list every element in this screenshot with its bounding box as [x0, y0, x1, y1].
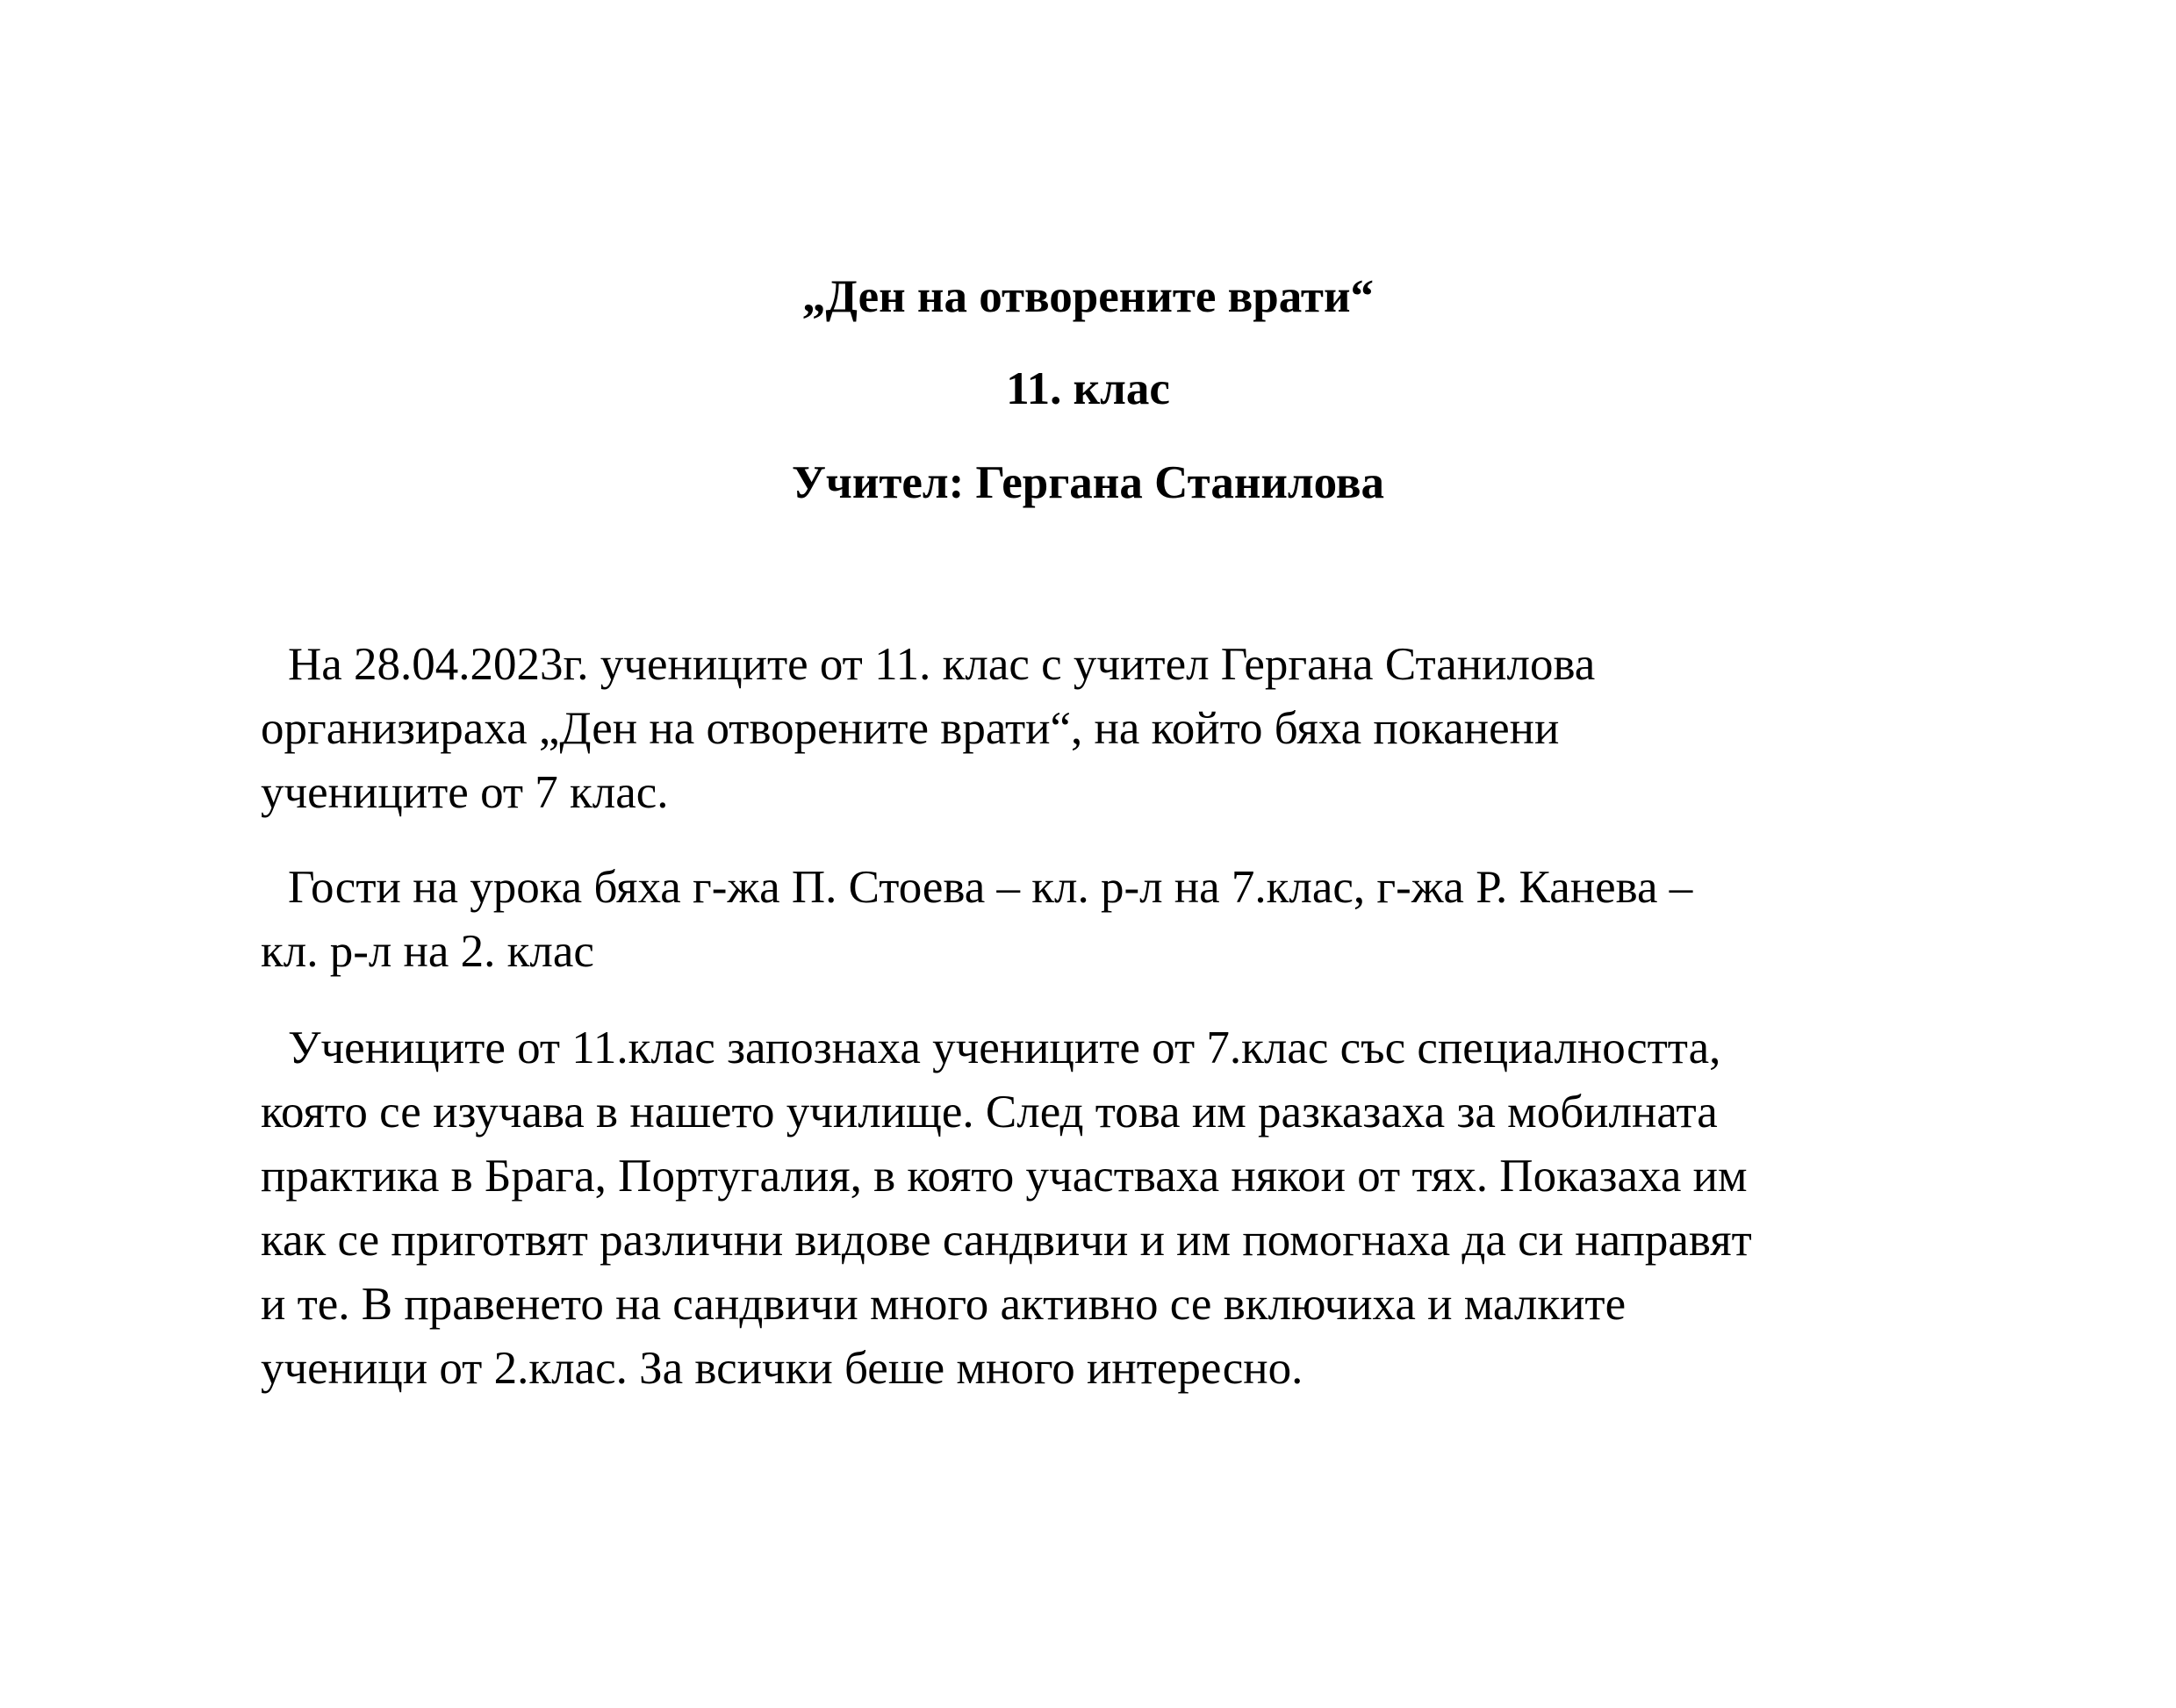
paragraph-line: която се изучава в нашето училище. След това им разказаха за мобилната	[261, 1087, 1718, 1137]
document-title: „Ден на отворените врати“	[802, 271, 1374, 322]
paragraph-line: организираха „Ден на отворените врати“, на който бяха поканени	[261, 703, 1560, 754]
paragraph-line: На 28.04.2023г. учениците от 11. клас с учител Гергана Станилова	[288, 639, 1596, 690]
paragraph-line: Учениците от 11.клас запознаха учениците от 7.клас със специалността,	[288, 1023, 1721, 1073]
paragraph-line: практика в Брага, Португалия, в която участваха някои от тях. Показаха им	[261, 1151, 1748, 1202]
paragraph-activities	[261, 1016, 1752, 1401]
class-heading: 11. клас	[1006, 363, 1170, 414]
paragraph-line: и те. В правенето на сандвичи много активно се включиха и малките	[261, 1279, 1627, 1330]
paragraph-line: как се приготвят различни видове сандвичи и им помогнаха да си направят	[261, 1215, 1752, 1266]
teacher-heading: Учител: Гергана Станилова	[792, 457, 1384, 508]
paragraph-guests	[261, 856, 1692, 984]
paragraph-line: учениците от 7 клас.	[261, 767, 669, 818]
paragraph-line: кл. р-л на 2. клас	[261, 926, 594, 977]
paragraph-line: Гости на урока бяха г-жа П. Стоева – кл. р-л на 7.клас, г-жа Р. Канева –	[288, 862, 1693, 913]
paragraph-event-intro	[261, 633, 1595, 825]
paragraph-line: ученици от 2.клас. За всички беше много интересно.	[261, 1343, 1303, 1394]
